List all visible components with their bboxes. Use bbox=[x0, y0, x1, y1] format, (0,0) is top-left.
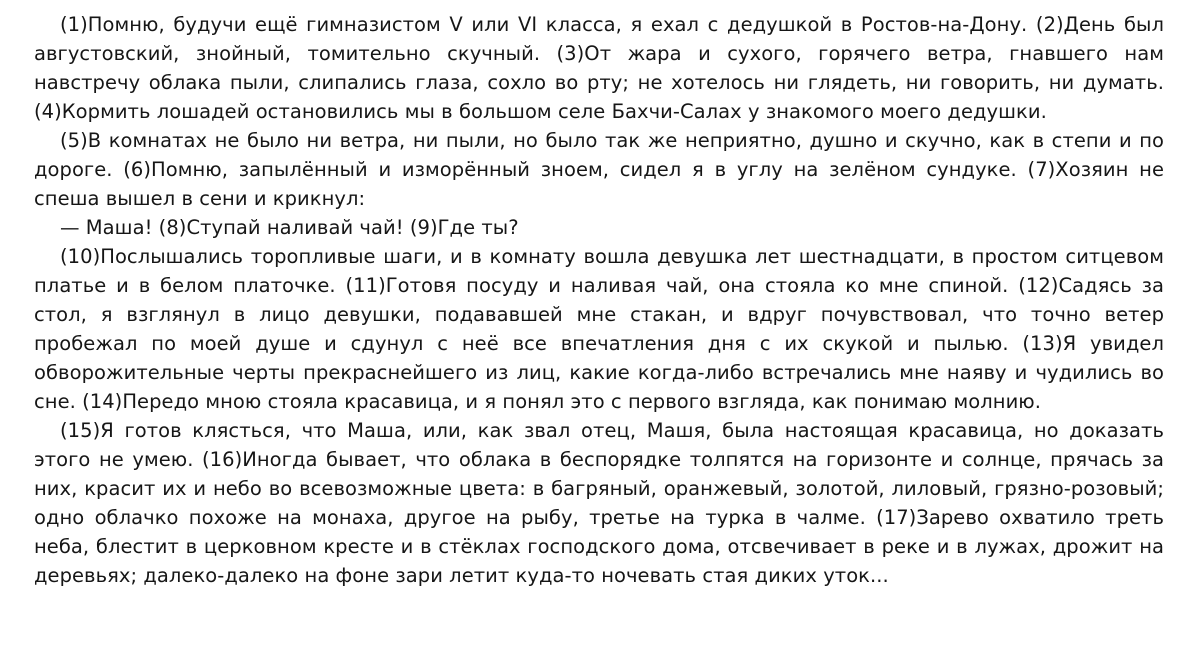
paragraph-5: (15)Я готов клясться, что Маша, или, как звал отец, Машя, была настоящая красавица, но доказать этого не умею. (16)Иногда бывает, что облака в беспорядке толпятся на горизонте и солнце, прячась за них, красит их и небо во всевозможные цвета: в багряный, оранжевый, золотой, лиловый, грязно-розовый; одно облачко похоже на монаха, другое на рыбу, третье на турка в чалме. (17)Зарево охватило треть неба, блестит в церковном кресте и в стёклах господского дома, отсвечивает в реке и в лужах, дрожит на деревьях; далеко-далеко на фоне зари летит куда-то ночевать стая диких уток... bbox=[34, 419, 1164, 587]
paragraph-1: (1)Помню, будучи ещё гимназистом V или VI класса, я ехал с дедушкой в Ростов-на-Дону. (2)День был августовский, знойный, томительно скучный. (3)От жара и сухого, горячего ветра, гнавшего нам навстречу облака пыли, слипались глаза, сохло во рту; не хотелось ни глядеть, ни говорить, ни думать. (4)Кормить лошадей остановились мы в большом селе Бахчи-Салах у знакомого моего дедушки. bbox=[34, 13, 1164, 123]
paragraph-4: (10)Послышались торопливые шаги, и в комнату вошла девушка лет шестнадцати, в простом ситцевом платье и в белом платочке. (11)Готовя посуду и наливая чай, она стояла ко мне спиной. (12)Садясь за стол, я взглянул в лицо девушки, подававшей мне стакан, и вдруг почувствовал, что точно ветер пробежал по моей душе и сдунул с неё все впечатления дня с их скукой и пылью. (13)Я увидел обворожительные черты прекраснейшего из лиц, какие когда-либо встречались мне наяву и чудились во сне. (14)Передо мною стояла красавица, и я понял это с первого взгляда, как понимаю молнию. bbox=[34, 245, 1164, 413]
paragraph-3: — Маша! (8)Ступай наливай чай! (9)Где ты? bbox=[60, 216, 519, 239]
paragraph-2: (5)В комнатах не было ни ветра, ни пыли, но было так же неприятно, душно и скучно, как в степи и по дороге. (6)Помню, запылённый и изморённый зноем, сидел я в углу на зелёном сундуке. (7)Хозяин не спеша вышел в сени и крикнул: bbox=[34, 129, 1164, 210]
